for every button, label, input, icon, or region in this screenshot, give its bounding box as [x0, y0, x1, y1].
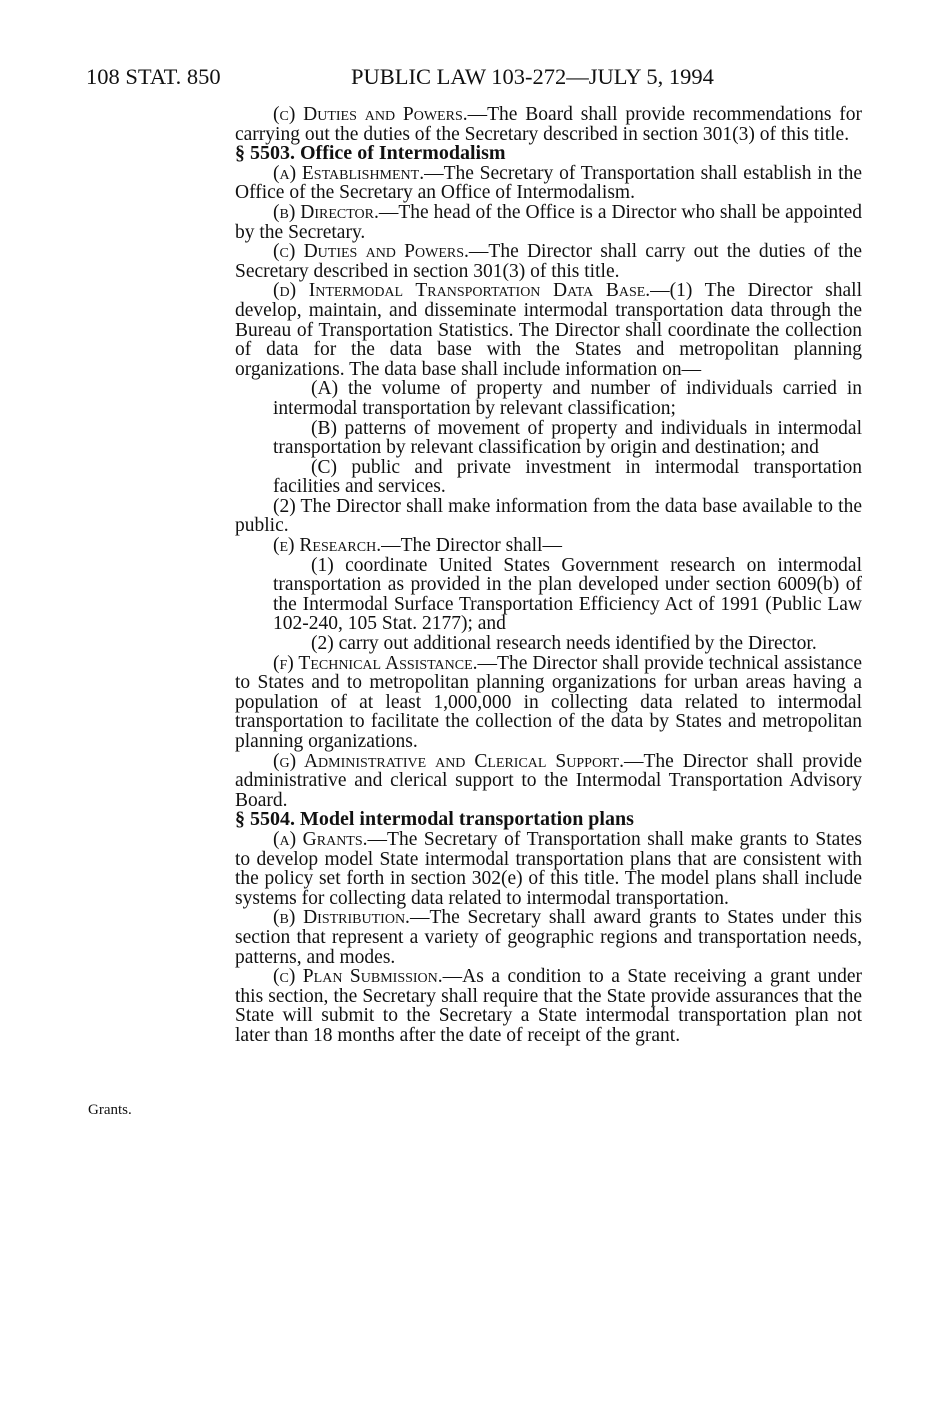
- paragraph: [235, 164, 862, 203]
- subsection-heading: (b) Director.: [273, 201, 379, 223]
- paragraph: [235, 203, 862, 242]
- section-heading: [235, 810, 862, 830]
- paragraph-text: (C) public and private investment in intermodal transportation facilities and services.: [273, 456, 862, 498]
- paragraph-text: —The head of the Office is a Director who shall be appointed by the Secretary.: [235, 201, 862, 243]
- subsection-heading: (a) Establishment.: [273, 162, 425, 184]
- paragraph-text: —The Director shall—: [381, 535, 562, 557]
- paragraph: [235, 752, 862, 811]
- section-heading: [235, 144, 862, 164]
- subsection-heading: (g) Administrative and Clerical Support.: [273, 750, 624, 772]
- paragraph-text: —(1) The Director shall develop, maintain, and disseminate intermodal transportation data through the Bureau of Transportation Statistics. The Director shall coordinate the collection of data for the data base with the States and metropolitan planning organizations. The data base shall include information on—: [235, 280, 862, 380]
- paragraph-text: § 5504. Model intermodal transportation plans: [235, 808, 634, 831]
- paragraph: [235, 105, 862, 144]
- paragraph-text: —The Director shall provide administrative and clerical support to the Intermodal Transportation Advisory Board.: [235, 750, 862, 811]
- subsection-heading: (e) Research.: [273, 535, 382, 557]
- paragraph-text: (2) The Director shall make information from the data base available to the public.: [235, 495, 862, 537]
- paragraph: [235, 634, 862, 654]
- public-law-title: PUBLIC LAW 103-272—JULY 5, 1994: [351, 64, 714, 89]
- paragraph: [235, 908, 862, 967]
- paragraph: [235, 830, 862, 908]
- page-header: [86, 64, 876, 94]
- paragraph: [235, 281, 862, 379]
- subsection-heading: (c) Plan Submission.: [273, 966, 443, 988]
- paragraph: [235, 967, 862, 1045]
- paragraph-text: (2) carry out additional research needs identified by the Director.: [311, 633, 817, 655]
- paragraph-text: § 5503. Office of Intermodalism: [235, 142, 506, 165]
- paragraph: [235, 654, 862, 752]
- subsection-heading: (c) Duties and Powers.: [273, 241, 469, 263]
- subsection-heading: (a) Grants.: [273, 828, 368, 850]
- paragraph-text: —The Secretary shall award grants to States under this section that represent a variety of geographic regions and transportation needs, patterns, and modes.: [235, 907, 862, 968]
- subsection-heading: (b) Distribution.: [273, 907, 410, 929]
- paragraph-text: —As a condition to a State receiving a grant under this section, the Secretary shall require that the State provide assurances that the State will submit to the Secretary a State intermodal transportation plan not later than 18 months after the date of receipt of the grant.: [235, 966, 862, 1046]
- margin-note: Grants.: [88, 1102, 132, 1118]
- statute-page-number: 108 STAT. 850: [86, 64, 221, 89]
- subsection-heading: (c) Duties and Powers.: [273, 104, 468, 125]
- statute-body: [235, 105, 862, 1046]
- paragraph-text: —The Secretary of Transportation shall establish in the Office of the Secretary an Office of Intermodalism.: [235, 162, 862, 204]
- paragraph-text: —The Director shall provide technical assistance to States and to metropolitan planning organizations for urban areas having a population of at least 1,000,000 in collecting data related to intermodal transportation to facilitate the collection of the data by States and metropolitan planning organizations.: [235, 652, 862, 752]
- paragraph-text: (A) the volume of property and number of individuals carried in intermodal transportation by relevant classification;: [273, 378, 862, 419]
- subsection-heading: (d) Intermodal Transportation Data Base.: [273, 280, 651, 302]
- subsection-heading: (f) Technical Assistance.: [273, 652, 478, 674]
- paragraph: [235, 458, 862, 497]
- paragraph: [235, 379, 862, 418]
- paragraph: [235, 419, 862, 458]
- paragraph-text: —The Board shall provide recommendations for carrying out the duties of the Secretary described in section 301(3) of this title.: [235, 104, 863, 145]
- paragraph-text: (1) coordinate United States Government research on intermodal transportation as provided in the plan developed under section 6009(b) of the Intermodal Surface Transportation Efficiency Act of 1991 (Public Law 102-240, 105 Stat. 2177); and: [273, 554, 862, 635]
- paragraph-text: —The Director shall carry out the duties of the Secretary described in section 301(3) of this title.: [235, 241, 863, 282]
- paragraph: [235, 497, 862, 536]
- paragraph: [235, 536, 862, 556]
- paragraph: [235, 556, 862, 634]
- paragraph-text: —The Secretary of Transportation shall make grants to States to develop model State intermodal transportation plans that are consistent with the policy set forth in section 302(e) of this title. The model plans shall include systems for collecting data related to intermodal transportation.: [235, 828, 863, 909]
- paragraph-text: (B) patterns of movement of property and individuals in intermodal transportation by relevant classification by origin and destination; and: [273, 417, 862, 459]
- paragraph: [235, 242, 862, 281]
